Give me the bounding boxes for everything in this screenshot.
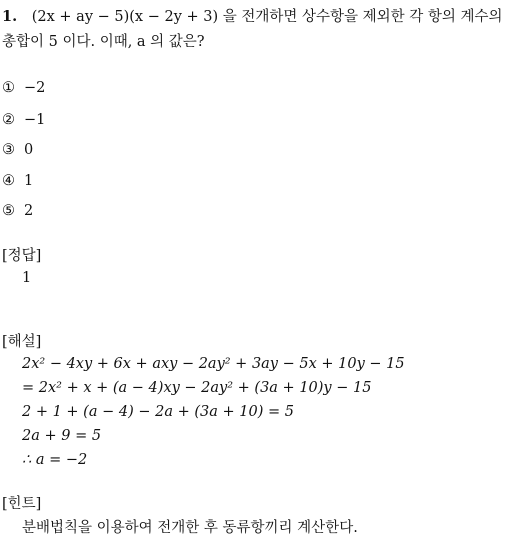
- choice-4-mark: ④: [2, 173, 15, 189]
- explanation-line-5: ∴ a = −2: [22, 452, 88, 468]
- choice-2-mark: ②: [2, 112, 15, 128]
- choice-5-value: 2: [24, 203, 34, 219]
- question-number: 1.: [2, 8, 18, 25]
- hint-label: [힌트]: [2, 496, 42, 512]
- question-line-2: [2, 30, 205, 51]
- explanation-line-1: 2x² − 4xy + 6x + axy − 2ay² + 3ay − 5x + 10y − 15: [22, 356, 405, 372]
- choice-3-value: 0: [24, 142, 34, 158]
- choice-4[interactable]: [2, 173, 33, 189]
- hint-text: 분배법칙을 이용하여 전개한 후 동류항끼리 계산한다.: [22, 520, 358, 536]
- choice-5-mark: ⑤: [2, 203, 15, 219]
- question-text-line-1: (2x + ay − 5)(x − 2y + 3) 을 전개하면 상수항을 제외한 각 항의 계수의: [31, 9, 503, 25]
- choice-2-value: −1: [24, 112, 46, 128]
- answer-value: 1: [22, 270, 32, 286]
- choice-5[interactable]: [2, 203, 33, 219]
- explanation-line-3: 2 + 1 + (a − 4) − 2a + (3a + 10) = 5: [22, 404, 294, 420]
- choice-1-mark: ①: [2, 80, 15, 96]
- choice-3-mark: ③: [2, 142, 15, 158]
- choice-1[interactable]: [2, 80, 45, 96]
- answer-label: [정답]: [2, 248, 42, 264]
- question-line-1: [2, 5, 503, 26]
- choice-1-value: −2: [24, 80, 46, 96]
- explanation-line-2: = 2x² + x + (a − 4)xy − 2ay² + (3a + 10)y − 15: [22, 380, 372, 396]
- explanation-line-4: 2a + 9 = 5: [22, 428, 102, 444]
- explanation-label: [해설]: [2, 334, 42, 350]
- choice-4-value: 1: [24, 173, 34, 189]
- choice-2[interactable]: [2, 112, 45, 128]
- choice-3[interactable]: [2, 142, 33, 158]
- question-text-line-2: 총합이 5 이다. 이때, a 의 값은?: [2, 34, 205, 50]
